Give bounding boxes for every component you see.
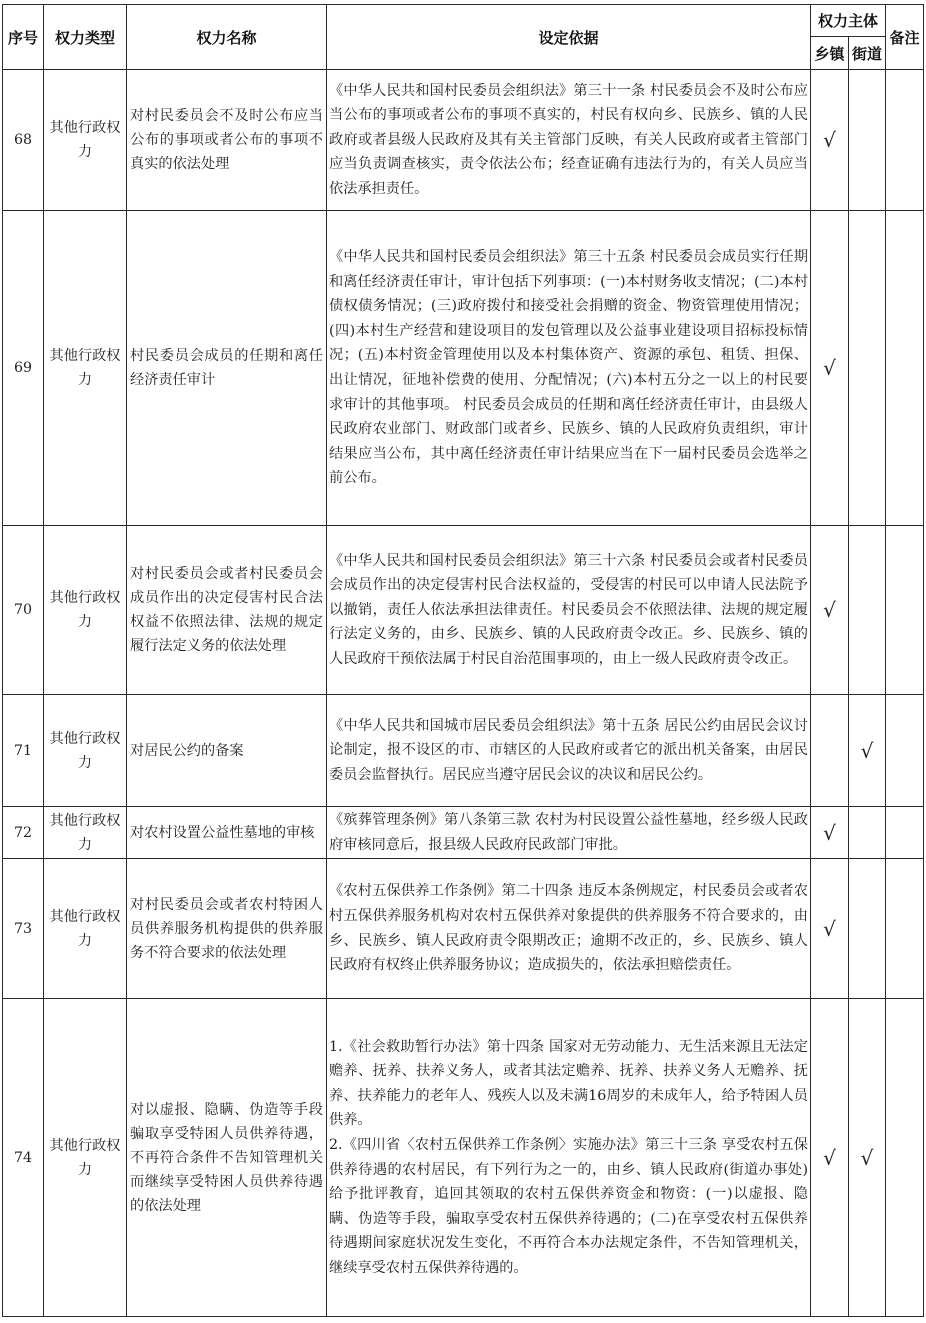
basis-paragraph: 《中华人民共和国村民委员会组织法》第三十六条 村民委员会或者村民委员会成员作出的决定侵害村民合法权益的，受侵害的村民可以申请人民法院予以撤销，责任人依法承担法律责任。村民委员会不依照法律、法规的规定履行法定义务的，由乡、民族乡、镇的人民政府责令改正。乡、民族乡、镇的人民政府干预依法属于村民自治范围事项的，由上一级人民政府责令改正。 [329,552,808,667]
basis-paragraph: 《殡葬管理条例》第八条第三款 农村为村民设置公益性墓地，经乡级人民政府审核同意后，报县级人民政府民政部门审批。 [329,811,808,853]
row-remarks [886,211,924,526]
street-check-mark: √ [849,695,886,807]
power-list-table [2,4,924,1317]
street-check-mark [849,211,886,526]
township-check-mark: √ [811,70,849,211]
township-check-mark: √ [811,807,849,859]
row-name: 对以虚报、隐瞒、伪造等手段骗取享受特困人员供养待遇，不再符合条件不告知管理机关而继续享受特困人员供养待遇的依法处理 [127,999,327,1317]
township-check-mark: √ [811,999,849,1317]
street-check-mark: √ [849,999,886,1317]
row-remarks [886,695,924,807]
header-remarks: 备注 [886,5,924,70]
row-index: 72 [3,807,44,859]
township-check-mark [811,695,849,807]
table-row [3,211,924,526]
header-name: 权力名称 [127,5,327,70]
row-name: 对村民委员会或者村民委员会成员作出的决定侵害村民合法权益不依照法律、法规的规定履行法定义务的依法处理 [127,526,327,695]
row-basis [327,695,811,807]
basis-paragraph: 《中华人民共和国城市居民委员会组织法》第十五条 居民公约由居民会议讨论制定，报不设区的市、市辖区的人民政府或者它的派出机关备案，由居民委员会监督执行。居民应当遵守居民会议的决议和居民公约。 [329,717,808,783]
row-remarks [886,999,924,1317]
table-row [3,999,924,1317]
township-check-mark: √ [811,526,849,695]
row-basis [327,807,811,859]
table-row [3,70,924,211]
street-check-mark [849,70,886,211]
row-basis [327,211,811,526]
township-check-mark: √ [811,211,849,526]
table-row [3,526,924,695]
row-remarks [886,807,924,859]
table-row [3,859,924,999]
basis-paragraph: 2.《四川省〈农村五保供养工作条例〉实施办法》第三十三条 享受农村五保供养待遇的农村居民，有下列行为之一的，由乡、镇人民政府(街道办事处)给予批评教育，追回其领取的农村五保供养资金和物资：(一)以虚报、隐瞒、伪造等手段，骗取享受农村五保供养待遇的；(二)在享受农村五保供养待遇期间家庭状况发生变化，不再符合本办法规定条件，不告知管理机关，继续享受农村五保供养待遇的。 [329,1136,808,1276]
street-check-mark [849,859,886,999]
basis-paragraph: 《中华人民共和国村民委员会组织法》第三十五条 村民委员会成员实行任期和离任经济责任审计，审计包括下列事项：(一)本村财务收支情况；(二)本村债权债务情况；(三)政府拨付和接受社会捐赠的资金、物资管理使用情况；(四)本村生产经营和建设项目的发包管理以及公益事业建设项目招标投标情况；(五)本村资金管理使用以及本村集体资产、资源的承包、租赁、担保、出让情况，征地补偿费的使用、分配情况；(六)本村五分之一以上的村民要求审计的其他事项。 村民委员会成员的任期和离任经济责任审计，由县级人民政府农业部门、财政部门或者乡、民族乡、镇的人民政府负责组织，审计结果应当公布，其中离任经济责任审计结果应当在下一届村民委员会选举之前公布。 [329,249,808,487]
header-subject: 权力主体 [811,5,886,37]
row-type: 其他行政权力 [44,211,127,526]
row-type: 其他行政权力 [44,999,127,1317]
row-basis [327,526,811,695]
township-check-mark: √ [811,859,849,999]
basis-paragraph: 《农村五保供养工作条例》第二十四条 违反本条例规定，村民委员会或者农村五保供养服务机构对农村五保供养对象提供的供养服务不符合要求的，由乡、民族乡、镇人民政府责令限期改正；逾期不改正的，乡、民族乡、镇人民政府有权终止供养服务协议；造成损失的，依法承担赔偿责任。 [329,883,808,974]
row-remarks [886,859,924,999]
header-index: 序号 [3,5,44,70]
street-check-mark [849,526,886,695]
row-type: 其他行政权力 [44,859,127,999]
row-type: 其他行政权力 [44,695,127,807]
row-index: 73 [3,859,44,999]
row-index: 71 [3,695,44,807]
row-type: 其他行政权力 [44,807,127,859]
row-index: 69 [3,211,44,526]
row-type: 其他行政权力 [44,70,127,211]
row-remarks [886,70,924,211]
row-name: 对农村设置公益性墓地的审核 [127,807,327,859]
row-name: 对村民委员会或者农村特困人员供养服务机构提供的供养服务不符合要求的依法处理 [127,859,327,999]
row-name: 对居民公约的备案 [127,695,327,807]
basis-paragraph: 1.《社会救助暂行办法》第十四条 国家对无劳动能力、无生活来源且无法定赡养、抚养、扶养义务人，或者其法定赡养、抚养、扶养义务人无赡养、抚养、扶养能力的老年人、残疾人以及未满16周岁的未成年人，给予特困人员供养。 [329,1038,808,1129]
row-name: 对村民委员会不及时公布应当公布的事项或者公布的事项不真实的依法处理 [127,70,327,211]
header-basis: 设定依据 [327,5,811,70]
row-index: 74 [3,999,44,1317]
header-township: 乡镇 [811,37,849,70]
table-row [3,807,924,859]
row-remarks [886,526,924,695]
header-street: 街道 [849,37,886,70]
row-index: 70 [3,526,44,695]
table-row [3,695,924,807]
street-check-mark [849,807,886,859]
row-name: 村民委员会成员的任期和离任经济责任审计 [127,211,327,526]
table-body [3,70,924,1317]
row-basis [327,70,811,211]
basis-paragraph: 《中华人民共和国村民委员会组织法》第三十一条 村民委员会不及时公布应当公布的事项或者公布的事项不真实的，村民有权向乡、民族乡、镇的人民政府或者县级人民政府及其有关主管部门反映，有关人民政府或者主管部门应当负责调查核实，责令依法公布；经查证确有违法行为的，有关人员应当依法承担责任。 [329,82,808,197]
row-basis [327,999,811,1317]
row-type: 其他行政权力 [44,526,127,695]
row-index: 68 [3,70,44,211]
header-type: 权力类型 [44,5,127,70]
row-basis [327,859,811,999]
